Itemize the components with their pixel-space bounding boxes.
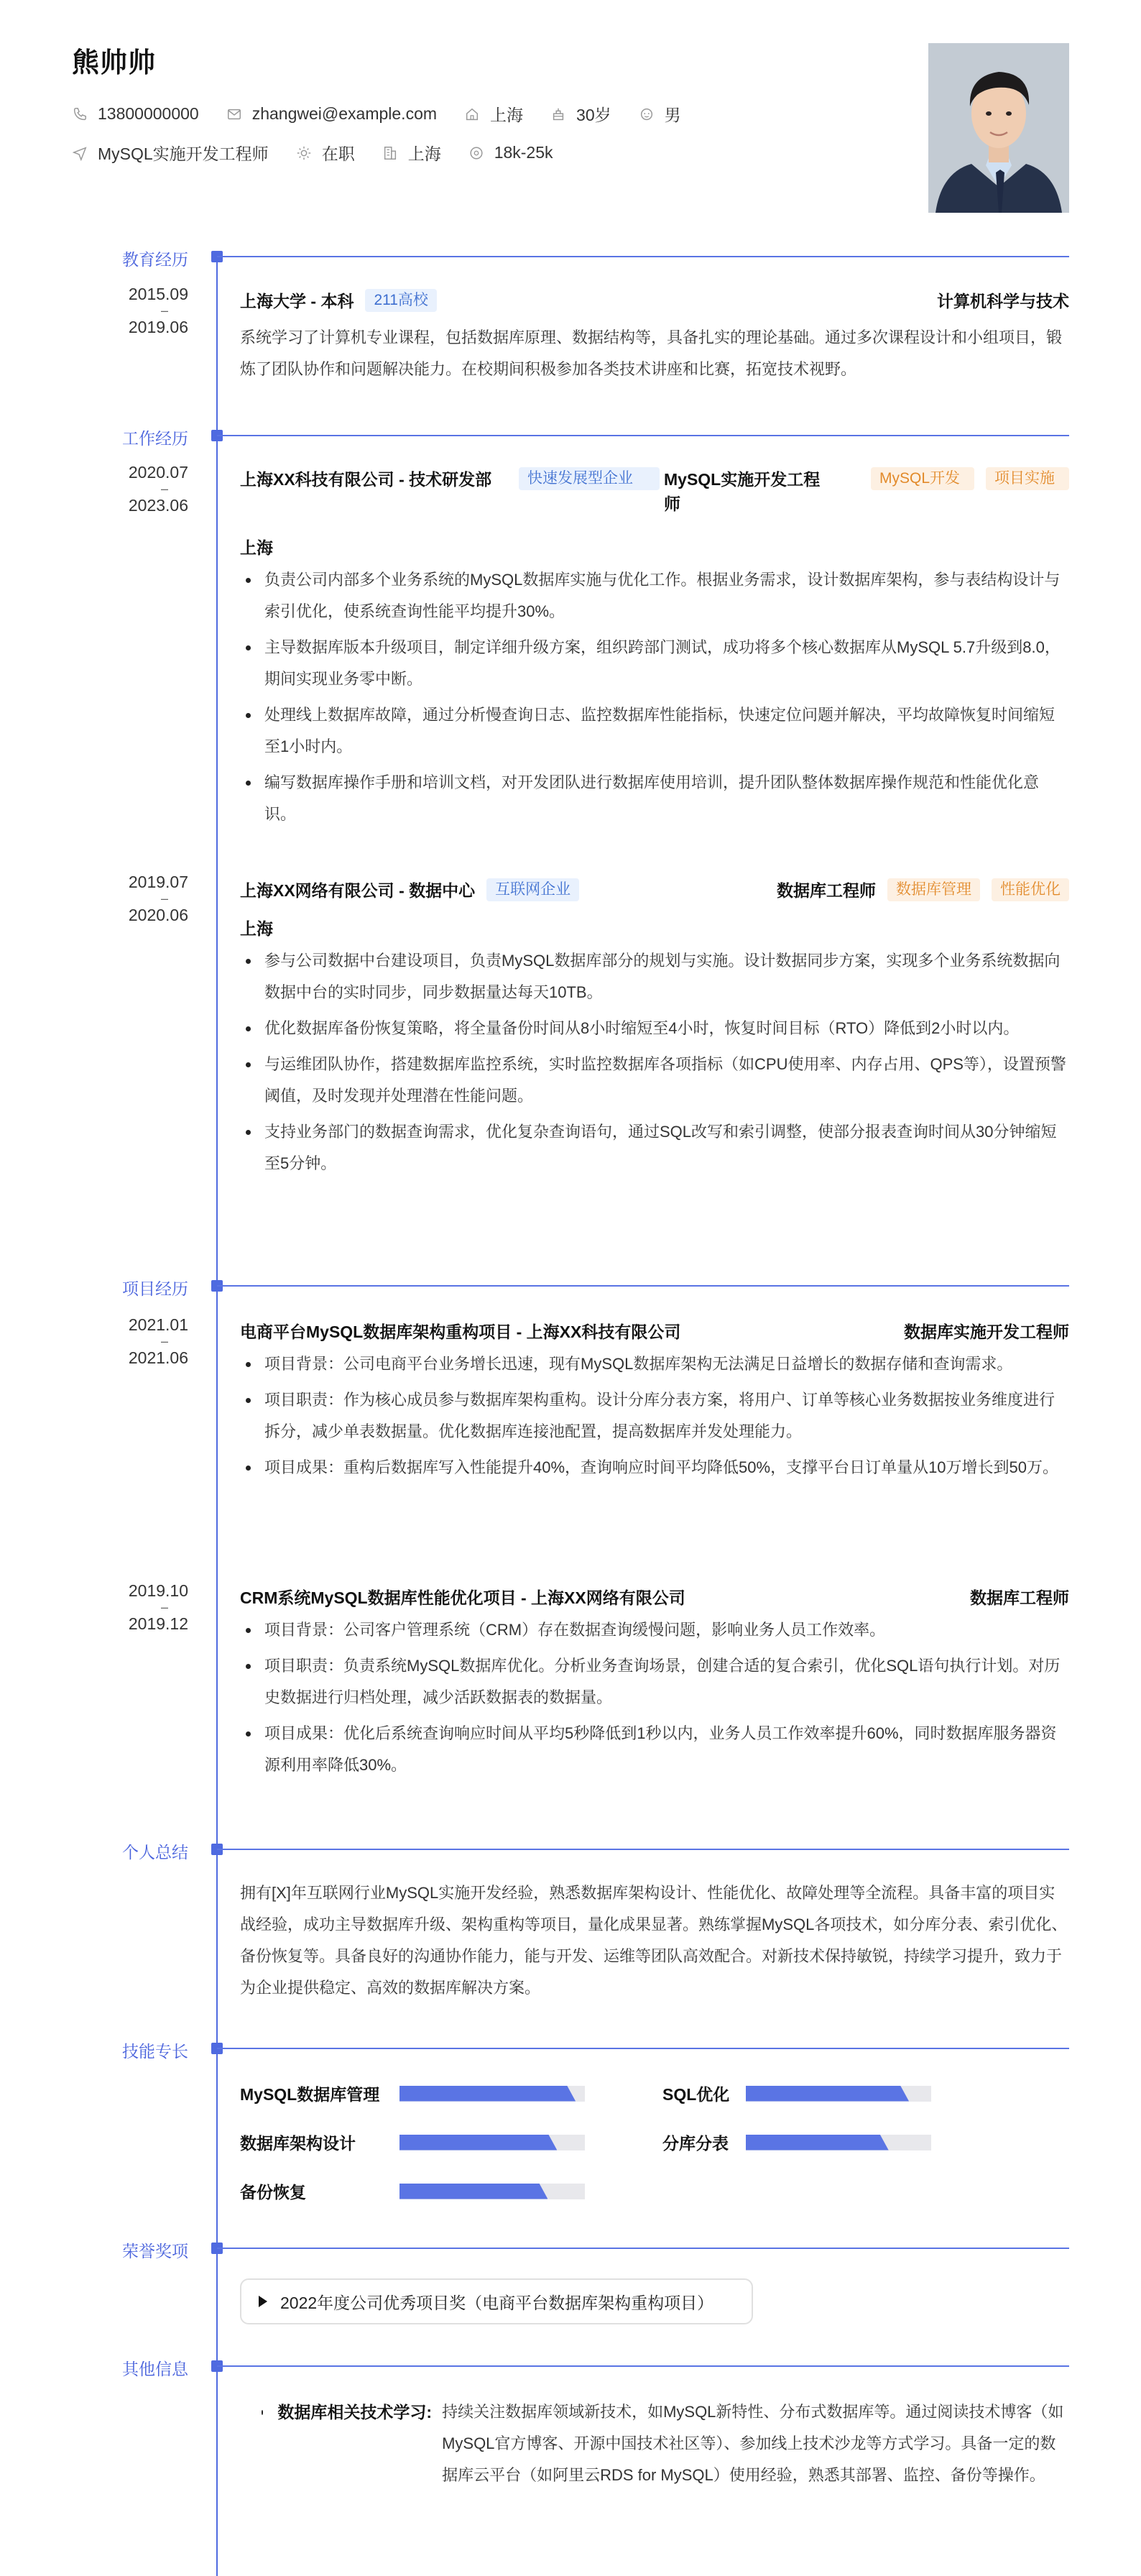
skill-tag: 性能优化 bbox=[992, 878, 1069, 901]
skill-tag: 项目实施 bbox=[986, 467, 1069, 490]
phone-item bbox=[72, 104, 199, 124]
gender-item bbox=[639, 102, 681, 126]
work-1-bullets bbox=[240, 564, 1069, 830]
start-date: 2019.07 bbox=[128, 873, 188, 891]
phone-icon bbox=[72, 106, 88, 122]
skill-item bbox=[240, 2130, 585, 2154]
target-job-item bbox=[72, 141, 269, 165]
project-1-bullets bbox=[240, 1348, 1069, 1484]
list-item: 优化数据库备份恢复策略，将全量备份时间从8小时缩短至4小时，恢复时间目标（RTO）降低到2小时以内。 bbox=[240, 1013, 1069, 1044]
email-text: zhangwei@example.com bbox=[251, 104, 438, 123]
work-1-dates bbox=[59, 463, 188, 515]
skill-bar bbox=[399, 2135, 585, 2150]
hometown-item bbox=[464, 102, 523, 126]
project-name: 电商平台MySQL数据库架构重构项目 - 上海XX科技有限公司 bbox=[240, 1322, 681, 1341]
skill-item bbox=[240, 2179, 585, 2203]
skill-bar-fill bbox=[746, 2086, 909, 2102]
section-divider bbox=[217, 2365, 1069, 2367]
work-2-dates bbox=[59, 873, 188, 924]
section-divider bbox=[217, 2248, 1069, 2249]
start-date: 2015.09 bbox=[128, 285, 188, 303]
date-dash: – bbox=[160, 1600, 168, 1614]
skill-bar bbox=[746, 2086, 931, 2102]
building-icon bbox=[382, 145, 398, 161]
list-item: 参与公司数据中台建设项目，负责MySQL数据库部分的规划与实施。设计数据同步方案，实现多个业务系统数据向数据中台的实时同步，同步数据量达每天10TB。 bbox=[240, 945, 1069, 1008]
skills-section-title: 技能专长 bbox=[122, 2042, 188, 2061]
expand-triangle-icon[interactable] bbox=[259, 2296, 267, 2307]
skill-item bbox=[240, 2082, 585, 2105]
work-2-head bbox=[240, 878, 1069, 903]
project-role: 数据库工程师 bbox=[970, 1588, 1069, 1607]
gender-icon bbox=[639, 106, 655, 122]
target-job-text: MySQL实施开发工程师 bbox=[98, 144, 269, 163]
age-item bbox=[550, 102, 611, 126]
bullet-dot bbox=[262, 2410, 263, 2415]
list-item: 项目背景：公司电商平台业务增长迅速，现有MySQL数据库架构无法满足日益增长的数据存储和查询需求。 bbox=[240, 1348, 1069, 1380]
start-date: 2020.07 bbox=[128, 463, 188, 482]
work-section-header bbox=[0, 426, 1141, 447]
skill-bar bbox=[746, 2135, 931, 2150]
projects-section-title: 项目经历 bbox=[122, 1279, 188, 1298]
section-divider bbox=[217, 2048, 1069, 2049]
other-text: 持续关注数据库领域新技术，如MySQL新特性、分布式数据库等。通过阅读技术博客（如MySQL官方博客、开源中国技术社区等）、参加线上技术沙龙等方式学习。具备一定的数据库云平台（如阿里云RDS for MySQL）使用经验，熟悉其部署、监控、备份等操作。 bbox=[442, 2403, 1064, 2484]
list-item: 编写数据库操作手册和培训文档，对开发团队进行数据库使用培训，提升团队整体数据库操作规范和性能优化意识。 bbox=[240, 767, 1069, 830]
work-entry-1 bbox=[240, 467, 1069, 830]
projects-section-header bbox=[0, 1276, 1141, 1297]
age-icon bbox=[550, 106, 566, 122]
end-date: 2019.06 bbox=[128, 318, 188, 336]
school-tag: 211高校 bbox=[365, 289, 436, 312]
award-item[interactable] bbox=[240, 2278, 753, 2324]
job-title: 数据库工程师 bbox=[777, 881, 876, 900]
section-divider bbox=[217, 1849, 1069, 1850]
skill-bar bbox=[399, 2184, 585, 2199]
education-entry bbox=[240, 289, 1069, 385]
section-divider bbox=[217, 435, 1069, 436]
awards-section-header bbox=[0, 2238, 1141, 2260]
job-intent-row bbox=[72, 141, 581, 165]
end-date: 2019.12 bbox=[128, 1614, 188, 1633]
work-city: 上海 bbox=[240, 919, 273, 938]
education-dates bbox=[59, 285, 188, 336]
skill-bar-fill bbox=[399, 2135, 557, 2150]
skill-tag: 数据库管理 bbox=[887, 878, 980, 901]
end-date: 2023.06 bbox=[128, 496, 188, 515]
skill-item bbox=[662, 2130, 931, 2154]
contact-row bbox=[72, 102, 708, 126]
job-title: MySQL实施开发工程师 bbox=[664, 470, 821, 513]
list-item: 项目职责：作为核心成员参与数据库架构重构。设计分库分表方案，将用户、订单等核心业务数据按业务维度进行拆分，减少单表数据量。优化数据库连接池配置，提高数据库并发处理能力。 bbox=[240, 1384, 1069, 1448]
project-1-head bbox=[240, 1320, 1069, 1344]
summary-entry bbox=[240, 1877, 1069, 2004]
mail-icon bbox=[226, 106, 242, 122]
project-name: CRM系统MySQL数据库性能优化项目 - 上海XX网络有限公司 bbox=[240, 1588, 685, 1607]
list-item: 项目职责：负责系统MySQL数据库优化。分析业务查询场景，创建合适的复合索引，优化SQL语句执行计划。对历史数据进行归档处理，减少活跃数据表的数据量。 bbox=[240, 1650, 1069, 1714]
project-2-dates bbox=[59, 1581, 188, 1633]
project-1-dates bbox=[59, 1315, 188, 1367]
salary-text: 18k-25k bbox=[494, 143, 553, 162]
skills-section-header bbox=[0, 2038, 1141, 2060]
school-name: 上海大学 - 本科 bbox=[240, 292, 354, 310]
date-dash: – bbox=[160, 891, 168, 906]
awards-section-title: 荣誉奖项 bbox=[122, 2242, 188, 2260]
list-item: 项目背景：公司客户管理系统（CRM）存在数据查询缓慢问题，影响业务人员工作效率。 bbox=[240, 1614, 1069, 1646]
section-divider bbox=[217, 256, 1069, 257]
status-text: 在职 bbox=[321, 144, 355, 163]
work-entry-2 bbox=[240, 878, 1069, 1179]
other-label: 数据库相关技术学习: bbox=[277, 2403, 433, 2421]
end-date: 2020.06 bbox=[128, 906, 188, 924]
summary-section-header bbox=[0, 1839, 1141, 1861]
list-item: 主导数据库版本升级项目，制定详细升级方案，组织跨部门测试，成功将多个核心数据库从MySQL 5.7升级到8.0，期间实现业务零中断。 bbox=[240, 632, 1069, 695]
company-name: 上海XX科技有限公司 - 技术研发部 bbox=[240, 470, 492, 489]
list-item: 项目成果：优化后系统查询响应时间从平均5秒降低到1秒以内，业务人员工作效率提升60%，同时数据库服务器资源利用率降低30%。 bbox=[240, 1718, 1069, 1781]
target-city-text: 上海 bbox=[407, 144, 441, 163]
summary-text: 拥有[X]年互联网行业MySQL实施开发经验，熟悉数据库架构设计、性能优化、故障处理等全流程。具备丰富的项目实战经验，成功主导数据库升级、架构重构等项目，量化成果显著。熟练掌握MySQL各项技术，如分库分表、索引优化、备份恢复等。具备良好的沟通协作能力，能与开发、运维等团队高效配合。对新技术保持敏锐，持续学习提升，致力于为企业提供稳定、高效的数据库解决方案。 bbox=[240, 1884, 1068, 1997]
education-section-header bbox=[0, 247, 1141, 268]
send-icon bbox=[72, 145, 88, 161]
phone-text: 13800000000 bbox=[98, 104, 199, 123]
skill-name: 数据库架构设计 bbox=[240, 2134, 356, 2153]
skill-name: 备份恢复 bbox=[240, 2183, 306, 2202]
email-item bbox=[226, 104, 437, 124]
project-2-head bbox=[240, 1586, 1069, 1610]
skill-name: SQL优化 bbox=[662, 2085, 730, 2104]
other-info-item bbox=[262, 2396, 1069, 2491]
list-item: 项目成果：重构后数据库写入性能提升40%，查询响应时间平均降低50%，支撑平台日订单量从10万增长到50万。 bbox=[240, 1452, 1069, 1484]
list-item: 与运维团队协作，搭建数据库监控系统，实时监控数据库各项指标（如CPU使用率、内存占用、QPS等），设置预警阈值，及时发现并处理潜在性能问题。 bbox=[240, 1049, 1069, 1112]
education-section-title: 教育经历 bbox=[122, 250, 188, 269]
skill-bar bbox=[399, 2086, 585, 2102]
project-2-bullets bbox=[240, 1614, 1069, 1781]
project-entry-1 bbox=[240, 1320, 1069, 1484]
other-section-title: 其他信息 bbox=[122, 2360, 188, 2378]
skill-name: 分库分表 bbox=[662, 2134, 729, 2153]
summary-section-title: 个人总结 bbox=[122, 1843, 188, 1862]
target-city-item bbox=[382, 141, 441, 165]
company-name: 上海XX网络有限公司 - 数据中心 bbox=[240, 881, 476, 900]
list-item: 处理线上数据库故障，通过分析慢查询日志、监控数据库性能指标，快速定位问题并解决，平均故障恢复时间缩短至1小时内。 bbox=[240, 699, 1069, 763]
profile-photo bbox=[928, 43, 1069, 213]
award-text: 2022年度公司优秀项目奖（电商平台数据库架构重构项目） bbox=[280, 2293, 714, 2312]
age-text: 30岁 bbox=[576, 106, 611, 124]
major: 计算机科学与技术 bbox=[937, 292, 1069, 310]
skill-bar-fill bbox=[746, 2135, 889, 2150]
date-dash: – bbox=[160, 482, 168, 496]
gender-text: 男 bbox=[664, 106, 681, 124]
status-icon bbox=[296, 145, 312, 161]
other-section-header bbox=[0, 2356, 1141, 2378]
salary-icon bbox=[468, 145, 484, 161]
salary-item bbox=[468, 143, 553, 162]
company-tag: 快速发展型企业 bbox=[519, 467, 660, 490]
hometown-text: 上海 bbox=[490, 106, 524, 124]
skill-bar-fill bbox=[399, 2086, 576, 2102]
skill-name: MySQL数据库管理 bbox=[240, 2085, 380, 2104]
skill-tag: MySQL开发 bbox=[871, 467, 974, 490]
date-dash: – bbox=[160, 303, 168, 318]
work-section-title: 工作经历 bbox=[122, 429, 188, 448]
start-date: 2021.01 bbox=[128, 1315, 188, 1334]
home-icon bbox=[464, 106, 480, 122]
skill-item bbox=[662, 2082, 931, 2105]
project-entry-2 bbox=[240, 1586, 1069, 1781]
work-2-bullets bbox=[240, 945, 1069, 1179]
date-dash: – bbox=[160, 1334, 168, 1348]
project-role: 数据库实施开发工程师 bbox=[904, 1322, 1069, 1341]
list-item: 支持业务部门的数据查询需求，优化复杂查询语句，通过SQL改写和索引调整，使部分报表查询时间从30分钟缩短至5分钟。 bbox=[240, 1116, 1069, 1179]
status-item bbox=[296, 141, 355, 165]
work-1-head bbox=[240, 467, 1069, 516]
start-date: 2019.10 bbox=[128, 1581, 188, 1600]
section-divider bbox=[217, 1285, 1069, 1287]
timeline-line bbox=[216, 257, 218, 2576]
work-city: 上海 bbox=[240, 538, 273, 557]
education-description: 系统学习了计算机专业课程，包括数据库原理、数据结构等，具备扎实的理论基础。通过多次课程设计和小组项目，锻炼了团队协作和问题解决能力。在校期间积极参加各类技术讲座和比赛，拓宽技术视野。 bbox=[240, 328, 1063, 378]
company-tag: 互联网企业 bbox=[486, 878, 579, 901]
candidate-name: 熊帅帅 bbox=[72, 48, 157, 78]
list-item: 负责公司内部多个业务系统的MySQL数据库实施与优化工作。根据业务需求，设计数据库架构，参与表结构设计与索引优化，使系统查询性能平均提升30%。 bbox=[240, 564, 1069, 627]
education-head bbox=[240, 289, 1069, 313]
skill-bar-fill bbox=[399, 2184, 548, 2199]
end-date: 2021.06 bbox=[128, 1348, 188, 1367]
